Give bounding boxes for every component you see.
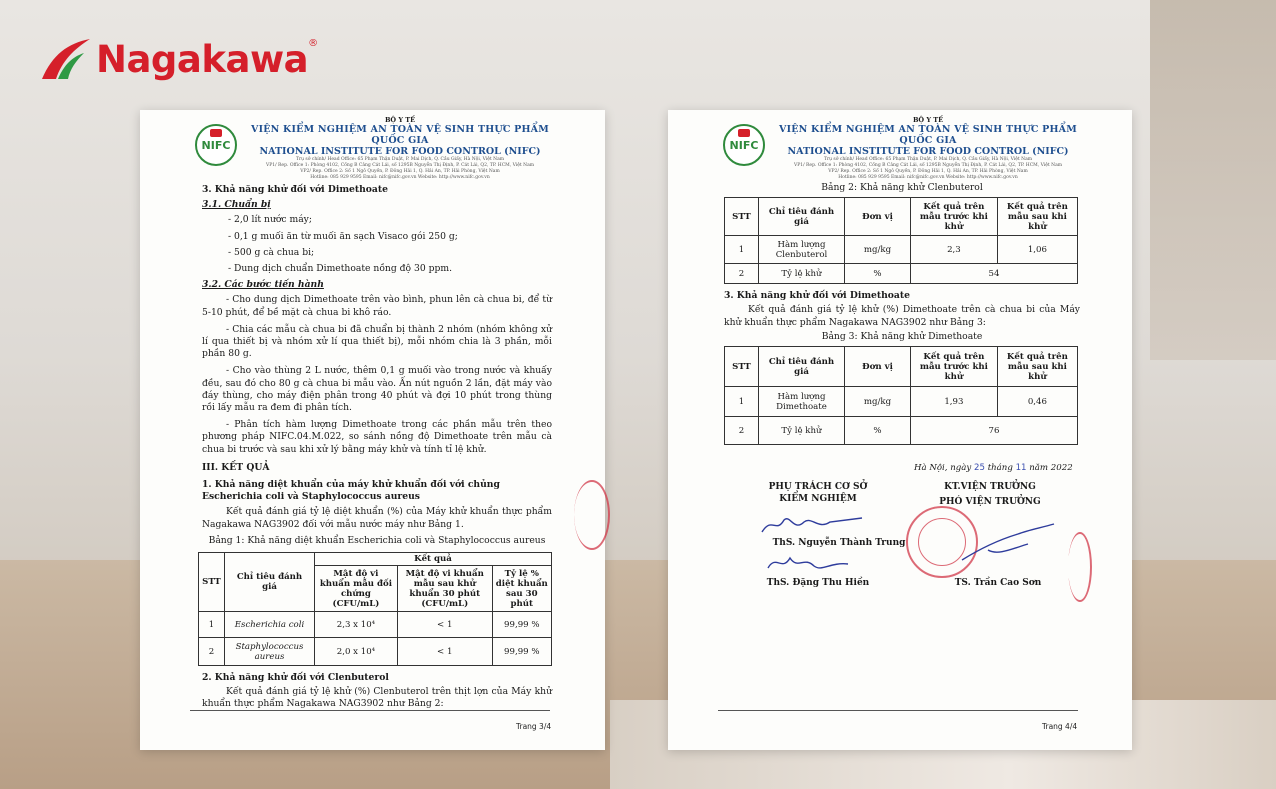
date-line: Hà Nội, ngày 25 tháng 11 năm 2022 [914, 463, 1073, 473]
cell-stt: 1 [725, 387, 759, 417]
result-paragraph: Kết quả đánh giá tỷ lệ khử (%) Clenbuterol trên thịt lợn của Máy khử khuẩn thực phẩm Nagakawa NAG3902 như Bảng 2: [202, 686, 552, 710]
cell-unit: mg/kg [845, 236, 911, 264]
table-row [725, 387, 1078, 417]
table-row [725, 236, 1078, 264]
result-paragraph: Kết quả đánh giá tỷ lệ khử (%) Dimethoate trên cà chua bi của Máy khử khuẩn thực phẩm Nagakawa NAG3902 như Bảng 3: [724, 304, 1080, 328]
th-after: Kết quả trên mẫu sau khi khử [997, 347, 1077, 387]
institute-name-vn: VIỆN KIỂM NGHIỆM AN TOÀN VỆ SINH THỰC PHẨM QUỐC GIA [251, 124, 549, 146]
brand-reg-mark: ® [308, 38, 319, 49]
document-page-3 [140, 110, 605, 750]
th-before: Kết quả trên mẫu trước khi khử [911, 347, 998, 387]
cell-stt: 1 [199, 612, 225, 638]
cell-rate: 54 [911, 264, 1078, 284]
institute-name-vn: VIỆN KIỂM NGHIỆM AN TOÀN VỆ SINH THỰC PHẨM QUỐC GIA [779, 124, 1077, 146]
nifc-logo: NIFC [723, 124, 765, 166]
table-row [725, 264, 1078, 284]
cell-unit: % [845, 417, 911, 445]
cell-after: < 1 [397, 638, 492, 666]
page-header [723, 116, 1083, 180]
stamp-edge [574, 480, 610, 550]
signature-trung [758, 510, 868, 540]
cell-stt: 2 [725, 417, 759, 445]
result-title: 3. Khả năng khử đối với Dimethoate [724, 290, 910, 302]
signer-name: ThS. Đặng Thu Hiền [766, 578, 870, 588]
signature-son [958, 520, 1058, 564]
th-donvi: Đơn vị [845, 347, 911, 387]
result-title: 1. Khả năng diệt khuẩn của máy khử khuẩn đối với chủng Escherichia coli và Staphylococcus aureus [202, 479, 500, 503]
cell-unit: % [845, 264, 911, 284]
signer-name: ThS. Nguyễn Thành Trung [772, 538, 906, 548]
th-ketqua: Kết quả [315, 553, 552, 566]
prep-item: - Dung dịch chuẩn Dimethoate nồng độ 30 ppm. [228, 263, 452, 275]
ministry-label: BỘ Y TẾ [384, 116, 416, 124]
subsection-title: 3.2. Các bước tiến hành [202, 279, 324, 291]
step-paragraph: - Chia các mẫu cà chua bi đã chuẩn bị thành 2 nhóm (nhóm không xử lí qua thiết bị và nhóm xử lí qua thiết bị), mỗi nhóm chia là 3 phần, mỗi phần 80 g. [202, 323, 552, 360]
th-control: Mật độ vi khuẩn mẫu đối chứng (CFU/mL) [315, 566, 398, 612]
cell-name: Hàm lượng Dimethoate [759, 387, 845, 417]
cell-name: Staphylococcus aureus [225, 638, 315, 666]
th-chitieu: Chỉ tiêu đánh giá [225, 553, 315, 612]
signer-right-block: KT.VIỆN TRƯỞNG PHÓ VIỆN TRƯỞNG [939, 482, 1041, 507]
table-row [199, 612, 552, 638]
section-title: 3. Khả năng khử đối với Dimethoate [202, 184, 388, 195]
th-stt: STT [199, 553, 225, 612]
results-title: III. KẾT QUẢ [202, 461, 270, 473]
table-row [725, 417, 1078, 445]
address-line: Trụ sở chính/ Head Office: 65 Phạm Thận Duật, P. Mai Dịch, Q. Cầu Giấy, Hà Nội, Việt Nam [823, 157, 1033, 162]
table-caption: Bảng 2: Khả năng khử Clenbuterol [821, 182, 983, 193]
contact-line: Hotline: 085 929 9595 Email: nifc@nifc.gov.vn Website: http://www.nifc.gov.vn [838, 175, 1018, 180]
cell-name: Escherichia coli [225, 612, 315, 638]
prep-item: - 500 g cà chua bi; [228, 246, 315, 258]
nagakawa-swoosh-icon [38, 35, 102, 83]
page-body [202, 184, 552, 711]
cell-name: Tỷ lệ khử [759, 264, 845, 284]
cell-unit: mg/kg [845, 387, 911, 417]
prep-item: - 2,0 lít nước máy; [228, 214, 312, 226]
page-number: Trang 3/4 [516, 722, 552, 731]
cell-control: 2,3 x 10⁴ [315, 612, 398, 638]
signer-name: TS. Trần Cao Sơn [954, 578, 1042, 588]
document-page-4 [668, 110, 1132, 750]
result-title: 2. Khả năng khử đối với Clenbuterol [202, 672, 389, 684]
th-after: Mật độ vi khuẩn mẫu sau khử khuẩn 30 phút (CFU/mL) [397, 566, 492, 612]
page-footer [718, 710, 1078, 714]
table-dimethoate [724, 346, 1078, 445]
brand-logo [38, 34, 318, 84]
date-day: 25 [974, 463, 985, 473]
cell-name: Tỷ lệ khử [759, 417, 845, 445]
th-stt: STT [725, 347, 759, 387]
page-body [724, 182, 1080, 445]
address-line: Trụ sở chính/ Head Office: 65 Phạm Thận Duật, P. Mai Dịch, Q. Cầu Giấy, Hà Nội, Việt Nam [295, 157, 505, 162]
cell-rate: 76 [911, 417, 1078, 445]
institute-name-en: NATIONAL INSTITUTE FOR FOOD CONTROL (NIFC) [259, 146, 541, 157]
result-paragraph: Kết quả đánh giá tỷ lệ diệt khuẩn (%) của Máy khử khuẩn thực phẩm Nagakawa NAG3902 đối với mẫu nước máy như Bảng 1. [202, 506, 552, 530]
address-line: VP1/ Rep. Office 1: Phòng 4102, Cống B Cảng Cát Lái, số 1295B Nguyễn Thị Định, P. Cát Lái, Q2, TP. HCM, Việt Nam [265, 163, 535, 168]
th-stt: STT [725, 198, 759, 236]
cell-control: 2,0 x 10⁴ [315, 638, 398, 666]
page-footer [190, 710, 550, 714]
background-shelf [1150, 0, 1276, 360]
cell-stt: 2 [725, 264, 759, 284]
subsection-title: 3.1. Chuẩn bị [202, 199, 271, 211]
th-before: Kết quả trên mẫu trước khi khử [911, 198, 998, 236]
cell-rate: 99,99 % [492, 612, 551, 638]
step-paragraph: - Phân tích hàm lượng Dimethoate trong các phần mẫu trên theo phương pháp NIFC.04.M.022, so sánh nồng độ Dimethoate trên mẫu cà chua bi trước và sau khi xử lý bằng máy khử và tính tỉ lệ khử. [202, 419, 552, 455]
signer-left-block: PHỤ TRÁCH CƠ SỞ KIỂM NGHIỆM [768, 482, 868, 504]
step-paragraph: - Cho vào thùng 2 L nước, thêm 0,1 g muối vào trong nước và khuấy đều, sau đó cho 80 g cà chua bi mẫu vào. Ấn nút nguồn 2 lần, đặt máy vào đáy thùng, cho máy điện phân trong 40 phút và đợi 10 phút trong thùng rồi lấy mẫu ra đem đi phân tích. [202, 365, 552, 414]
table-bacteria [198, 552, 552, 666]
prep-item: - 0,1 g muối ăn từ muối ăn sạch Visaco gói 250 g; [228, 230, 458, 242]
date-month: 11 [1015, 463, 1027, 473]
nifc-logo: NIFC [195, 124, 237, 166]
page-header [195, 116, 555, 180]
brand-name: Nagakawa [96, 37, 309, 81]
cell-after: 0,46 [997, 387, 1077, 417]
cell-before: 1,93 [911, 387, 998, 417]
cell-stt: 2 [199, 638, 225, 666]
table-caption: Bảng 1: Khả năng diệt khuẩn Escherichia coli và Staphylococcus aureus [208, 534, 546, 546]
signature-hien [764, 550, 854, 576]
address-line: VP2/ Rep. Office 2: Số 1 Ngô Quyền, P. Đông Hải 1, Q. Hải An, TP. Hải Phòng, Việt Nam [300, 169, 500, 174]
th-after: Kết quả trên mẫu sau khi khử [997, 198, 1077, 236]
table-row [199, 638, 552, 666]
contact-line: Hotline: 085 929 9595 Email: nifc@nifc.gov.vn Website: http://www.nifc.gov.vn [310, 175, 490, 180]
step-paragraph: - Cho dung dịch Dimethoate trên vào bình, phun lên cà chua bi, để từ 5-10 phút, để bề mặt cà chua bi khô ráo. [202, 294, 552, 318]
cell-after: < 1 [397, 612, 492, 638]
address-line: VP1/ Rep. Office 1: Phòng 4102, Cống B Cảng Cát Lái, số 1295B Nguyễn Thị Định, P. Cát Lái, Q2, TP. HCM, Việt Nam [793, 163, 1063, 168]
stamp-edge [1068, 532, 1092, 602]
table-clenbuterol [724, 197, 1078, 284]
th-chitieu: Chỉ tiêu đánh giá [759, 347, 845, 387]
cell-before: 2,3 [911, 236, 998, 264]
th-rate: Tỷ lệ % diệt khuẩn sau 30 phút [492, 566, 551, 612]
cell-rate: 99,99 % [492, 638, 551, 666]
cell-after: 1,06 [997, 236, 1077, 264]
ministry-label: BỘ Y TẾ [912, 116, 944, 124]
cell-name: Hàm lượng Clenbuterol [759, 236, 845, 264]
cell-stt: 1 [725, 236, 759, 264]
table-caption: Bảng 3: Khả năng khử Dimethoate [821, 330, 983, 342]
page-number: Trang 4/4 [1042, 722, 1078, 731]
th-chitieu: Chỉ tiêu đánh giá [759, 198, 845, 236]
address-line: VP2/ Rep. Office 2: Số 1 Ngô Quyền, P. Đông Hải 1, Q. Hải An, TP. Hải Phòng, Việt Nam [828, 169, 1028, 174]
institute-name-en: NATIONAL INSTITUTE FOR FOOD CONTROL (NIFC) [787, 146, 1069, 157]
th-donvi: Đơn vị [845, 198, 911, 236]
